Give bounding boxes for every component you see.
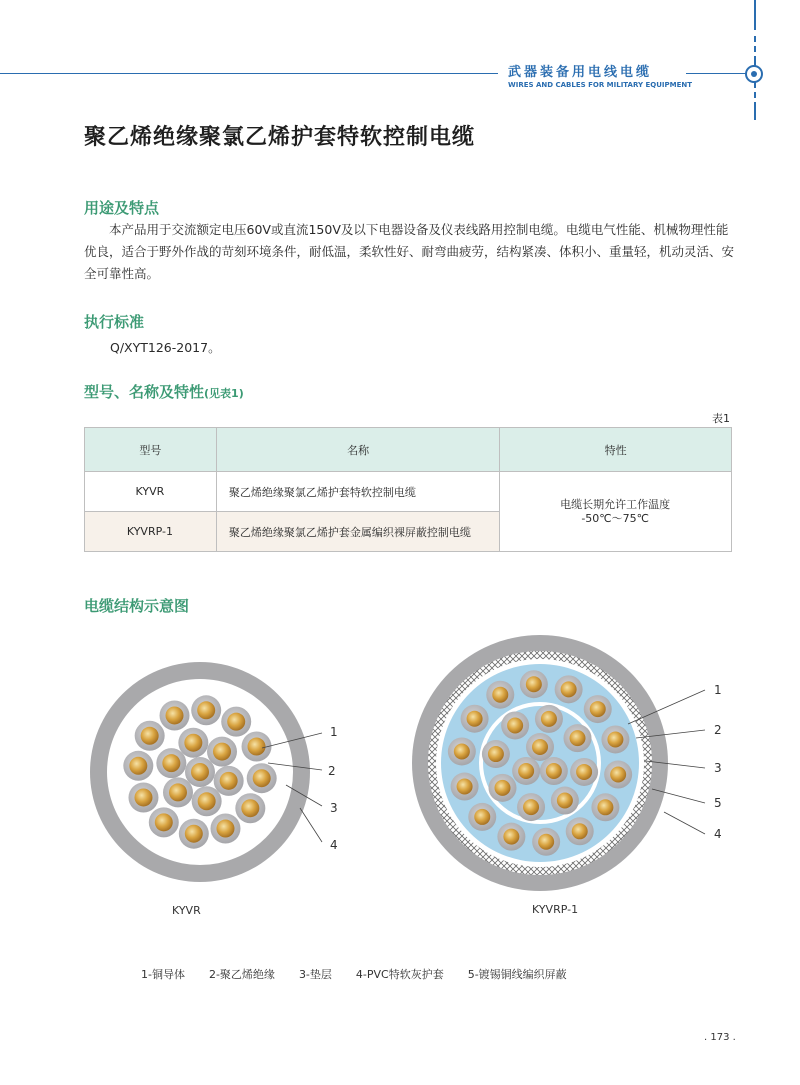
cell-name: 聚乙烯绝缘聚氯乙烯护套金属编织裸屏蔽控制电缆	[216, 512, 500, 552]
diagram-legend	[141, 966, 591, 982]
kyvr-label-3: 3	[330, 801, 338, 815]
legend-item: 1-铜导体	[141, 968, 185, 981]
header-name: 名称	[216, 428, 500, 472]
property-line2: -50℃～75℃	[581, 511, 649, 525]
header-model: 型号	[85, 428, 217, 472]
legend-item: 2-聚乙烯绝缘	[208, 968, 275, 981]
kyvr-core-conductor	[166, 706, 184, 724]
models-heading	[84, 381, 244, 402]
header-rule-gap	[754, 52, 756, 56]
kyvr-core-conductor	[191, 763, 209, 781]
kyvrp-core-conductor	[467, 711, 483, 727]
kyvrp-core-conductor	[457, 779, 473, 795]
kyvrp-core-conductor	[523, 799, 539, 815]
header-rule-left	[0, 73, 498, 74]
page-number: . 173 .	[704, 1032, 736, 1043]
kyvrp-core-conductor	[546, 763, 562, 779]
kyvr-core-conductor	[129, 757, 147, 775]
kyvrp-label-5: 5	[714, 796, 722, 810]
kyvrp-core-conductor	[503, 829, 519, 845]
usage-text: 本产品用于交流额定电压60V或直流150V及以下电器设备及仪表线路用控制电缆。电缆电气性能、机械物理性能优良，适合于野外作战的苛刻环境条件，耐低温，柔软性好、耐弯曲疲劳，结构紧凑、体积小、重量轻，机动灵活、安全可靠性高。	[84, 222, 735, 281]
kyvrp-core-conductor	[590, 701, 606, 717]
kyvr-core-conductor	[184, 734, 202, 752]
kyvrp-label-3: 3	[714, 761, 722, 775]
kyvr-label-2: 2	[328, 764, 336, 778]
header-rule-gap	[754, 30, 756, 36]
table-header-row	[85, 428, 732, 472]
cell-model: KYVRP-1	[85, 512, 217, 552]
kyvr-core-conductor	[241, 799, 259, 817]
kyvr-core-conductor	[185, 825, 203, 843]
kyvrp-core-conductor	[572, 823, 588, 839]
kyvrp-core-conductor	[494, 780, 510, 796]
kyvrp-core-conductor	[492, 687, 508, 703]
header-rule-gap	[754, 98, 756, 102]
table-row	[85, 472, 732, 512]
kyvr-core-conductor	[198, 792, 216, 810]
kyvrp-core-conductor	[518, 763, 534, 779]
kyvrp-label-1: 1	[714, 683, 722, 697]
models-heading-note: (见表1)	[204, 387, 244, 400]
kyvrp-core-conductor	[607, 731, 623, 747]
header-vertical-rule	[754, 0, 756, 120]
target-dot-icon	[751, 71, 757, 77]
cell-name: 聚乙烯绝缘聚氯乙烯护套特软控制电缆	[216, 472, 500, 512]
kyvr-core-conductor	[134, 788, 152, 806]
kyvr-caption: KYVR	[172, 904, 201, 917]
standard-heading: 执行标准	[84, 313, 145, 331]
kyvr-core-conductor	[197, 701, 215, 719]
kyvrp-label-2: 2	[714, 723, 722, 737]
standard-text: Q/XYT126-2017。	[110, 340, 221, 355]
kyvrp-caption: KYVRP-1	[532, 903, 579, 916]
header-rule-gap	[754, 42, 756, 46]
kyvr-core-conductor	[169, 783, 187, 801]
legend-item: 4-PVC特软灰护套	[355, 968, 444, 981]
kyvrp-core-conductor	[597, 799, 613, 815]
kyvr-core-conductor	[155, 813, 173, 831]
kyvr-core-conductor	[213, 743, 231, 761]
kyvrp-core-conductor	[532, 739, 548, 755]
kyvr-core-conductor	[227, 713, 245, 731]
kyvr-label-4: 4	[330, 838, 338, 852]
cable-diagrams	[0, 620, 800, 920]
kyvrp-core-conductor	[541, 711, 557, 727]
cell-model: KYVR	[85, 472, 217, 512]
kyvr-core-conductor	[248, 738, 266, 756]
kyvrp-core-conductor	[570, 730, 586, 746]
kyvrp-core-conductor	[557, 793, 573, 809]
kyvr-core-conductor	[220, 772, 238, 790]
page-title: 聚乙烯绝缘聚氯乙烯护套特软控制电缆	[84, 125, 476, 150]
kyvr-core-conductor	[253, 769, 271, 787]
diagram-heading: 电缆结构示意图	[84, 597, 190, 615]
legend-item: 5-镀锡铜线编织屏蔽	[467, 968, 567, 981]
kyvrp-label-4: 4	[714, 827, 722, 841]
kyvrp-core-conductor	[576, 764, 592, 780]
kyvr-core-conductor	[141, 727, 159, 745]
spec-table	[84, 427, 732, 552]
brand-title-en: WIRES AND CABLES FOR MILITARY EQUIPMENT	[508, 81, 692, 89]
header-rule-gap	[754, 88, 756, 92]
kyvrp-core-conductor	[526, 676, 542, 692]
kyvr-core-conductor	[162, 754, 180, 772]
kyvr-core-conductor	[216, 820, 234, 838]
kyvr-cross-section	[90, 662, 310, 882]
kyvrp-core-conductor	[454, 743, 470, 759]
kyvrp-core-conductor	[561, 681, 577, 697]
property-line1: 电缆长期允许工作温度	[560, 497, 671, 511]
usage-heading: 用途及特点	[84, 199, 160, 217]
kyvrp-cross-section	[412, 635, 668, 891]
table-number: 表1	[712, 412, 730, 425]
header-rule-right	[686, 73, 748, 74]
brand-title-cn: 武器装备用电线电缆	[508, 65, 653, 80]
cell-property	[500, 472, 732, 552]
header-property: 特性	[500, 428, 732, 472]
kyvrp-core-conductor	[488, 746, 504, 762]
kyvrp-core-conductor	[474, 809, 490, 825]
legend-item: 3-垫层	[298, 968, 332, 981]
kyvr-label-1: 1	[330, 725, 338, 739]
kyvrp-core-conductor	[538, 834, 554, 850]
kyvrp-core-conductor	[610, 767, 626, 783]
models-heading-text: 型号、名称及特性	[84, 383, 205, 401]
kyvrp-core-conductor	[507, 717, 523, 733]
